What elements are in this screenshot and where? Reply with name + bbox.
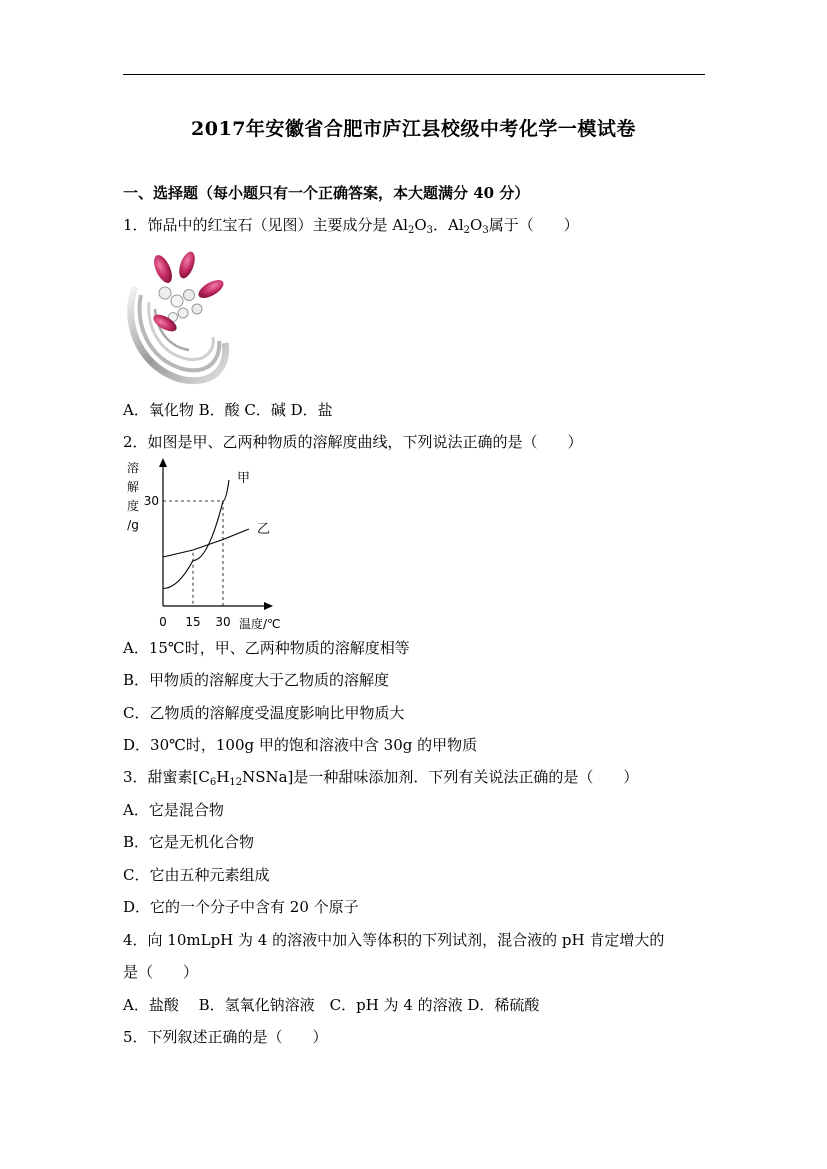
guide-lines [163, 501, 223, 606]
x-axis-label: 温度/℃ [239, 617, 281, 630]
question-2-option-a: A．15℃时，甲、乙两种物质的溶解度相等 [123, 639, 410, 657]
y-axis-label-char: 解 [126, 480, 140, 494]
y-axis-label-char: 溶 [126, 461, 140, 475]
y-axis-label-char: /g [127, 518, 139, 532]
question-2-option-d: D．30℃时，100g 甲的饱和溶液中含 30g 的甲物质 [123, 736, 478, 754]
x-tick-label: 30 [215, 615, 231, 629]
question-4-stem-line1: 4．向 10mLpH 为 4 的溶液中加入等体积的下列试剂，混合液的 pH 肯定增大的 [123, 931, 665, 949]
question-2-stem: 2．如图是甲、乙两种物质的溶解度曲线，下列说法正确的是（ ） [123, 433, 583, 451]
solubility-chart [123, 458, 283, 630]
question-1-options: A．氧化物 B．酸 C．碱 D．盐 [123, 401, 333, 419]
question-3-option-b: B．它是无机化合物 [123, 833, 255, 851]
y-axis-label [127, 460, 139, 532]
header-rule [123, 74, 705, 75]
question-4-options: A．盐酸 B．氢氧化钠溶液 C．pH 为 4 的溶液 D．稀硫酸 [123, 996, 540, 1014]
series-lines [163, 471, 270, 589]
question-2-option-b: B．甲物质的溶解度大于乙物质的溶解度 [123, 671, 390, 689]
y-tick-label: 30 [143, 494, 159, 508]
x-tick-label: 15 [185, 615, 201, 629]
question-3-option-c: C．它由五种元素组成 [123, 866, 270, 884]
x-axis-arrow [264, 602, 273, 610]
question-2-option-c: C．乙物质的溶解度受温度影响比甲物质大 [123, 704, 405, 722]
series-label: 甲 [237, 471, 251, 486]
x-tick-label: 0 [159, 615, 167, 629]
question-3-stem: 3．甜蜜素$[C_6H_{12}NSNa]$是一种甜味添加剂．下列有关说法正确的是（ ） [123, 768, 639, 788]
series-line [163, 480, 229, 589]
tick-labels [144, 494, 231, 629]
section-heading: 一、选择题（每小题只有一个正确答案，本大题满分 40 分） [123, 184, 530, 202]
ruby-ring-image [125, 247, 231, 389]
question-4-stem-line2: 是（ ） [123, 963, 199, 981]
y-axis-arrow [159, 458, 167, 467]
y-axis-label-char: 度 [126, 499, 140, 513]
page-title: 2017年安徽省合肥市庐江县校级中考化学一模试卷 [191, 118, 636, 140]
series-label: 乙 [257, 522, 271, 537]
question-3-option-d: D．它的一个分子中含有 20 个原子 [123, 898, 359, 916]
question-1-stem: 1．饰品中的红宝石（见图）主要成分是 $Al_2O_3$．$Al_2O_3$属于（ ） [123, 216, 579, 236]
question-5-stem: 5．下列叙述正确的是（ ） [123, 1028, 328, 1046]
question-3-option-a: A．它是混合物 [123, 801, 224, 819]
series-line [163, 529, 249, 557]
